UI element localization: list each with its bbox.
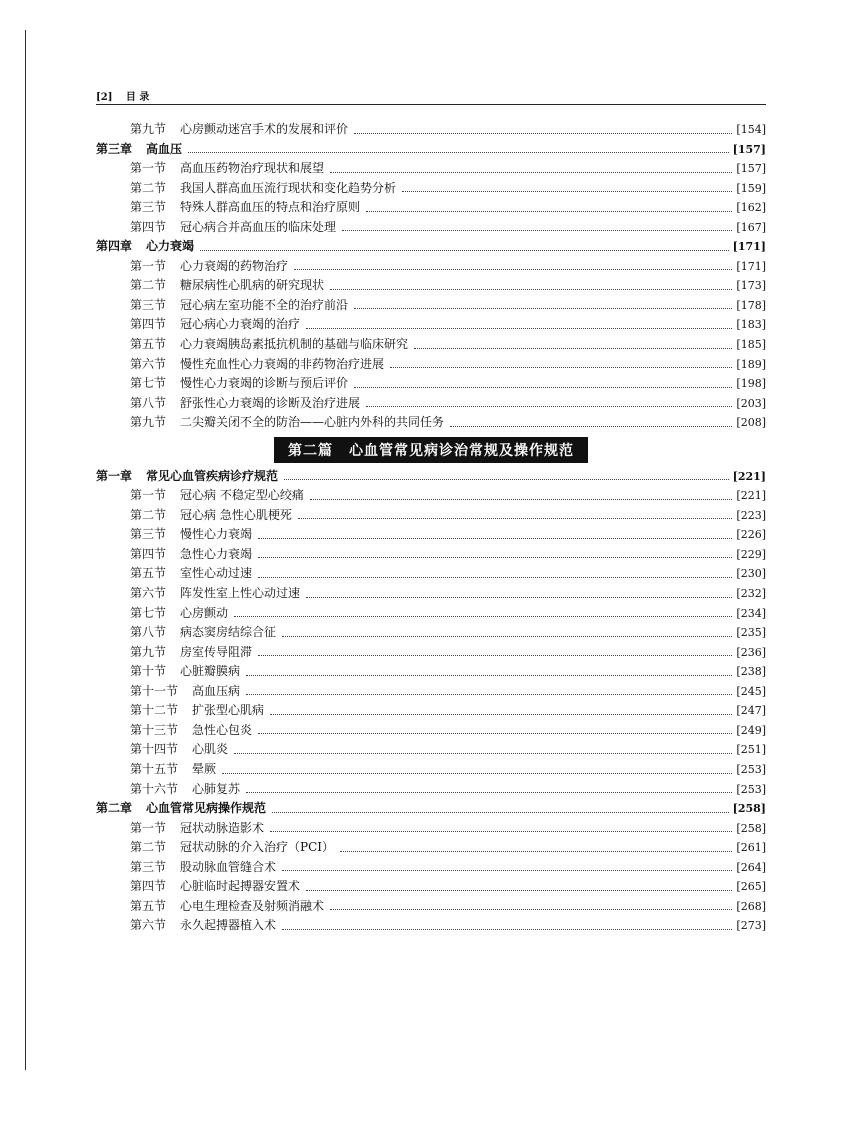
- entry-number: 第十节: [130, 664, 167, 679]
- entry-page: [273]: [736, 919, 766, 933]
- entry-number: 第七节: [130, 605, 167, 620]
- entry-title: 扩张型心肌病: [192, 703, 265, 718]
- dot-leader: [342, 230, 732, 231]
- dot-leader: [330, 909, 732, 910]
- entry-number: 第一章: [96, 468, 133, 483]
- entry-page: [236]: [736, 645, 766, 659]
- table-of-contents: [96, 120, 766, 936]
- entry-page: [253]: [736, 782, 766, 796]
- entry-title: 心脏临时起搏器安置术: [180, 879, 301, 894]
- dot-leader: [354, 133, 732, 134]
- toc-part-two-entries: [96, 467, 766, 936]
- entry-page: [261]: [736, 841, 766, 855]
- toc-chapter-entry[interactable]: [96, 140, 766, 160]
- toc-section-entry[interactable]: [96, 545, 766, 565]
- entry-title: 特殊人群高血压的特点和治疗原则: [180, 200, 361, 215]
- part-banner-box: [274, 437, 588, 463]
- dot-leader: [306, 328, 732, 329]
- dot-leader: [270, 714, 732, 715]
- part-number: 第二篇: [288, 442, 333, 459]
- entry-number: 第十二节: [130, 703, 179, 718]
- entry-title: 常见心血管疾病诊疗规范: [146, 468, 279, 483]
- entry-number: 第八节: [130, 625, 167, 640]
- entry-page: [198]: [736, 377, 766, 391]
- dot-leader: [258, 557, 732, 558]
- toc-chapter-entry[interactable]: [96, 237, 766, 257]
- entry-number: 第八节: [130, 395, 167, 410]
- toc-section-entry[interactable]: [96, 120, 766, 140]
- entry-page: [226]: [736, 528, 766, 542]
- dot-leader: [354, 308, 732, 309]
- entry-number: 第三节: [130, 200, 167, 215]
- toc-section-entry[interactable]: [96, 877, 766, 897]
- entry-page: [173]: [736, 279, 766, 293]
- toc-section-entry[interactable]: [96, 740, 766, 760]
- entry-number: 第五节: [130, 337, 167, 352]
- toc-section-entry[interactable]: [96, 838, 766, 858]
- dot-leader: [340, 851, 732, 852]
- entry-number: 第四节: [130, 219, 167, 234]
- dot-leader: [284, 479, 729, 480]
- toc-section-entry[interactable]: [96, 584, 766, 604]
- entry-page: [235]: [736, 626, 766, 640]
- toc-section-entry[interactable]: [96, 682, 766, 702]
- entry-title: 急性心力衰竭: [180, 546, 253, 561]
- dot-leader: [200, 250, 729, 251]
- page-margin-line: [25, 30, 26, 1070]
- entry-number: 第十五节: [130, 761, 179, 776]
- dot-leader: [390, 367, 732, 368]
- toc-section-entry[interactable]: [96, 296, 766, 316]
- entry-number: 第一节: [130, 258, 167, 273]
- entry-title: 心房颤动: [180, 605, 229, 620]
- entry-number: 第二章: [96, 801, 133, 816]
- dot-leader: [306, 890, 732, 891]
- toc-section-entry[interactable]: [96, 355, 766, 375]
- entry-number: 第二节: [130, 180, 167, 195]
- entry-number: 第三节: [130, 297, 167, 312]
- entry-number: 第七节: [130, 376, 167, 391]
- dot-leader: [222, 773, 732, 774]
- toc-section-entry[interactable]: [96, 721, 766, 741]
- toc-section-entry[interactable]: [96, 413, 766, 433]
- dot-leader: [258, 655, 732, 656]
- entry-title: 急性心包炎: [192, 722, 253, 737]
- entry-page: [162]: [736, 201, 766, 215]
- dot-leader: [258, 733, 732, 734]
- entry-page: [203]: [736, 396, 766, 410]
- entry-title: 房室传导阻滞: [180, 644, 253, 659]
- toc-section-entry[interactable]: [96, 159, 766, 179]
- header-page-number: [2]: [96, 92, 113, 103]
- entry-title: 高血压病: [192, 683, 241, 698]
- dot-leader: [354, 387, 732, 388]
- entry-number: 第五节: [130, 898, 167, 913]
- entry-title: 心力衰竭: [146, 239, 195, 254]
- entry-title: 慢性心力衰竭: [180, 527, 253, 542]
- dot-leader: [298, 518, 733, 519]
- entry-page: [265]: [736, 880, 766, 894]
- entry-page: [258]: [736, 821, 766, 835]
- toc-section-entry[interactable]: [96, 916, 766, 936]
- entry-number: 第十四节: [130, 742, 179, 757]
- toc-section-entry[interactable]: [96, 315, 766, 335]
- entry-page: [157]: [736, 162, 766, 176]
- dot-leader: [414, 348, 732, 349]
- entry-title: 舒张性心力衰竭的诊断及治疗进展: [180, 395, 361, 410]
- entry-page: [157]: [732, 142, 766, 156]
- dot-leader: [450, 426, 732, 427]
- toc-section-entry[interactable]: [96, 525, 766, 545]
- part-banner: [96, 433, 766, 467]
- toc-section-entry[interactable]: [96, 506, 766, 526]
- entry-page: [232]: [736, 587, 766, 601]
- entry-page: [249]: [736, 723, 766, 737]
- entry-page: [183]: [736, 318, 766, 332]
- entry-page: [238]: [736, 665, 766, 679]
- toc-section-entry[interactable]: [96, 643, 766, 663]
- entry-title: 冠心病左室功能不全的治疗前沿: [180, 297, 349, 312]
- entry-title: 我国人群高血压流行现状和变化趋势分析: [180, 180, 397, 195]
- entry-page: [167]: [736, 220, 766, 234]
- entry-title: 心肺复苏: [192, 781, 241, 796]
- entry-number: 第十六节: [130, 781, 179, 796]
- entry-number: 第六节: [130, 918, 167, 933]
- entry-page: [253]: [736, 762, 766, 776]
- entry-title: 晕厥: [192, 761, 217, 776]
- dot-leader: [330, 172, 732, 173]
- toc-section-entry[interactable]: [96, 604, 766, 624]
- toc-section-entry[interactable]: [96, 780, 766, 800]
- entry-title: 心房颤动迷宫手术的发展和评价: [180, 122, 349, 136]
- entry-page: [264]: [736, 860, 766, 874]
- entry-title: 心脏瓣膜病: [180, 664, 241, 679]
- toc-section-entry[interactable]: [96, 276, 766, 296]
- part-title: 心血管常见病诊治常规及操作规范: [349, 442, 574, 459]
- entry-page: [171]: [732, 240, 766, 254]
- entry-number: 第一节: [130, 161, 167, 176]
- entry-number: 第九节: [130, 644, 167, 659]
- header-title: 目 录: [125, 92, 150, 103]
- entry-title: 心肌炎: [192, 742, 229, 757]
- dot-leader: [246, 675, 732, 676]
- entry-page: [234]: [736, 606, 766, 620]
- entry-number: 第三节: [130, 527, 167, 542]
- entry-number: 第四节: [130, 317, 167, 332]
- entry-number: 第一节: [130, 820, 167, 835]
- entry-number: 第三章: [96, 141, 133, 156]
- toc-section-entry[interactable]: [96, 218, 766, 238]
- entry-title: 阵发性室上性心动过速: [180, 586, 301, 601]
- entry-title: 永久起搏器植入术: [180, 918, 277, 933]
- entry-page: [154]: [736, 123, 766, 136]
- toc-section-entry[interactable]: [96, 662, 766, 682]
- entry-number: 第九节: [130, 122, 167, 136]
- dot-leader: [258, 577, 732, 578]
- toc-chapter-entry[interactable]: [96, 799, 766, 819]
- dot-leader: [234, 616, 732, 617]
- toc-section-entry[interactable]: [96, 564, 766, 584]
- entry-page: [189]: [736, 357, 766, 371]
- dot-leader: [366, 406, 732, 407]
- entry-number: 第二节: [130, 840, 167, 855]
- toc-section-entry[interactable]: [96, 858, 766, 878]
- entry-number: 第四节: [130, 546, 167, 561]
- dot-leader: [258, 538, 732, 539]
- dot-leader: [402, 191, 732, 192]
- entry-title: 糖尿病性心肌病的研究现状: [180, 278, 325, 293]
- entry-number: 第一节: [130, 488, 167, 503]
- dot-leader: [234, 753, 732, 754]
- entry-title: 慢性充血性心力衰竭的非药物治疗进展: [180, 356, 385, 371]
- entry-page: [159]: [736, 181, 766, 195]
- entry-title: 冠心病 急性心肌梗死: [180, 507, 292, 522]
- entry-title: 心力衰竭胰岛素抵抗机制的基础与临床研究: [180, 337, 409, 352]
- entry-title: 病态窦房结综合征: [180, 625, 277, 640]
- toc-section-entry[interactable]: [96, 623, 766, 643]
- entry-title: 二尖瓣关闭不全的防治——心脏内外科的共同任务: [180, 415, 445, 430]
- toc-section-entry[interactable]: [96, 486, 766, 506]
- entry-number: 第六节: [130, 356, 167, 371]
- entry-number: 第三节: [130, 859, 167, 874]
- entry-page: [185]: [736, 338, 766, 352]
- dot-leader: [310, 499, 733, 500]
- entry-page: [221]: [736, 489, 766, 503]
- entry-page: [171]: [736, 259, 766, 273]
- toc-section-entry[interactable]: [96, 257, 766, 277]
- entry-number: 第十一节: [130, 683, 179, 698]
- entry-title: 冠状动脉造影术: [180, 820, 265, 835]
- entry-page: [208]: [736, 416, 766, 430]
- toc-section-entry[interactable]: [96, 198, 766, 218]
- entry-title: 冠状动脉的介入治疗（PCI）: [180, 840, 335, 855]
- entry-page: [178]: [736, 298, 766, 312]
- entry-title: 心电生理检查及射频消融术: [180, 898, 325, 913]
- entry-number: 第五节: [130, 566, 167, 581]
- entry-title: 冠心病 不稳定型心绞痛: [180, 488, 304, 503]
- entry-page: [230]: [736, 567, 766, 581]
- toc-part-one-entries: [96, 120, 766, 433]
- entry-page: [268]: [736, 899, 766, 913]
- entry-number: 第二节: [130, 507, 167, 522]
- entry-title: 冠心病心力衰竭的治疗: [180, 317, 301, 332]
- toc-chapter-entry[interactable]: [96, 467, 766, 487]
- running-header: [96, 88, 766, 105]
- entry-page: [251]: [736, 743, 766, 757]
- toc-section-entry[interactable]: [96, 394, 766, 414]
- entry-title: 冠心病合并高血压的临床处理: [180, 219, 337, 234]
- entry-number: 第四节: [130, 879, 167, 894]
- entry-title: 室性心动过速: [180, 566, 253, 581]
- entry-title: 心血管常见病操作规范: [146, 801, 267, 816]
- entry-number: 第九节: [130, 415, 167, 430]
- dot-leader: [366, 211, 732, 212]
- dot-leader: [272, 812, 729, 813]
- entry-number: 第十三节: [130, 722, 179, 737]
- entry-page: [221]: [732, 469, 766, 483]
- toc-section-entry[interactable]: [96, 701, 766, 721]
- entry-page: [245]: [736, 684, 766, 698]
- toc-section-entry[interactable]: [96, 819, 766, 839]
- toc-section-entry[interactable]: [96, 760, 766, 780]
- entry-title: 高血压药物治疗现状和展望: [180, 161, 325, 176]
- toc-section-entry[interactable]: [96, 335, 766, 355]
- toc-section-entry[interactable]: [96, 897, 766, 917]
- entry-number: 第四章: [96, 239, 133, 254]
- entry-title: 股动脉血管缝合术: [180, 859, 277, 874]
- dot-leader: [188, 152, 729, 153]
- entry-page: [258]: [732, 802, 766, 816]
- dot-leader: [246, 792, 732, 793]
- dot-leader: [282, 870, 732, 871]
- entry-page: [247]: [736, 704, 766, 718]
- entry-page: [229]: [736, 547, 766, 561]
- entry-page: [223]: [736, 508, 766, 522]
- entry-number: 第六节: [130, 586, 167, 601]
- dot-leader: [294, 269, 732, 270]
- dot-leader: [270, 831, 732, 832]
- dot-leader: [246, 694, 732, 695]
- dot-leader: [306, 597, 732, 598]
- entry-title: 高血压: [146, 141, 183, 156]
- entry-title: 心力衰竭的药物治疗: [180, 258, 289, 273]
- dot-leader: [282, 929, 732, 930]
- dot-leader: [282, 636, 732, 637]
- toc-section-entry[interactable]: [96, 374, 766, 394]
- entry-number: 第二节: [130, 278, 167, 293]
- toc-section-entry[interactable]: [96, 179, 766, 199]
- entry-title: 慢性心力衰竭的诊断与预后评价: [180, 376, 349, 391]
- dot-leader: [330, 289, 732, 290]
